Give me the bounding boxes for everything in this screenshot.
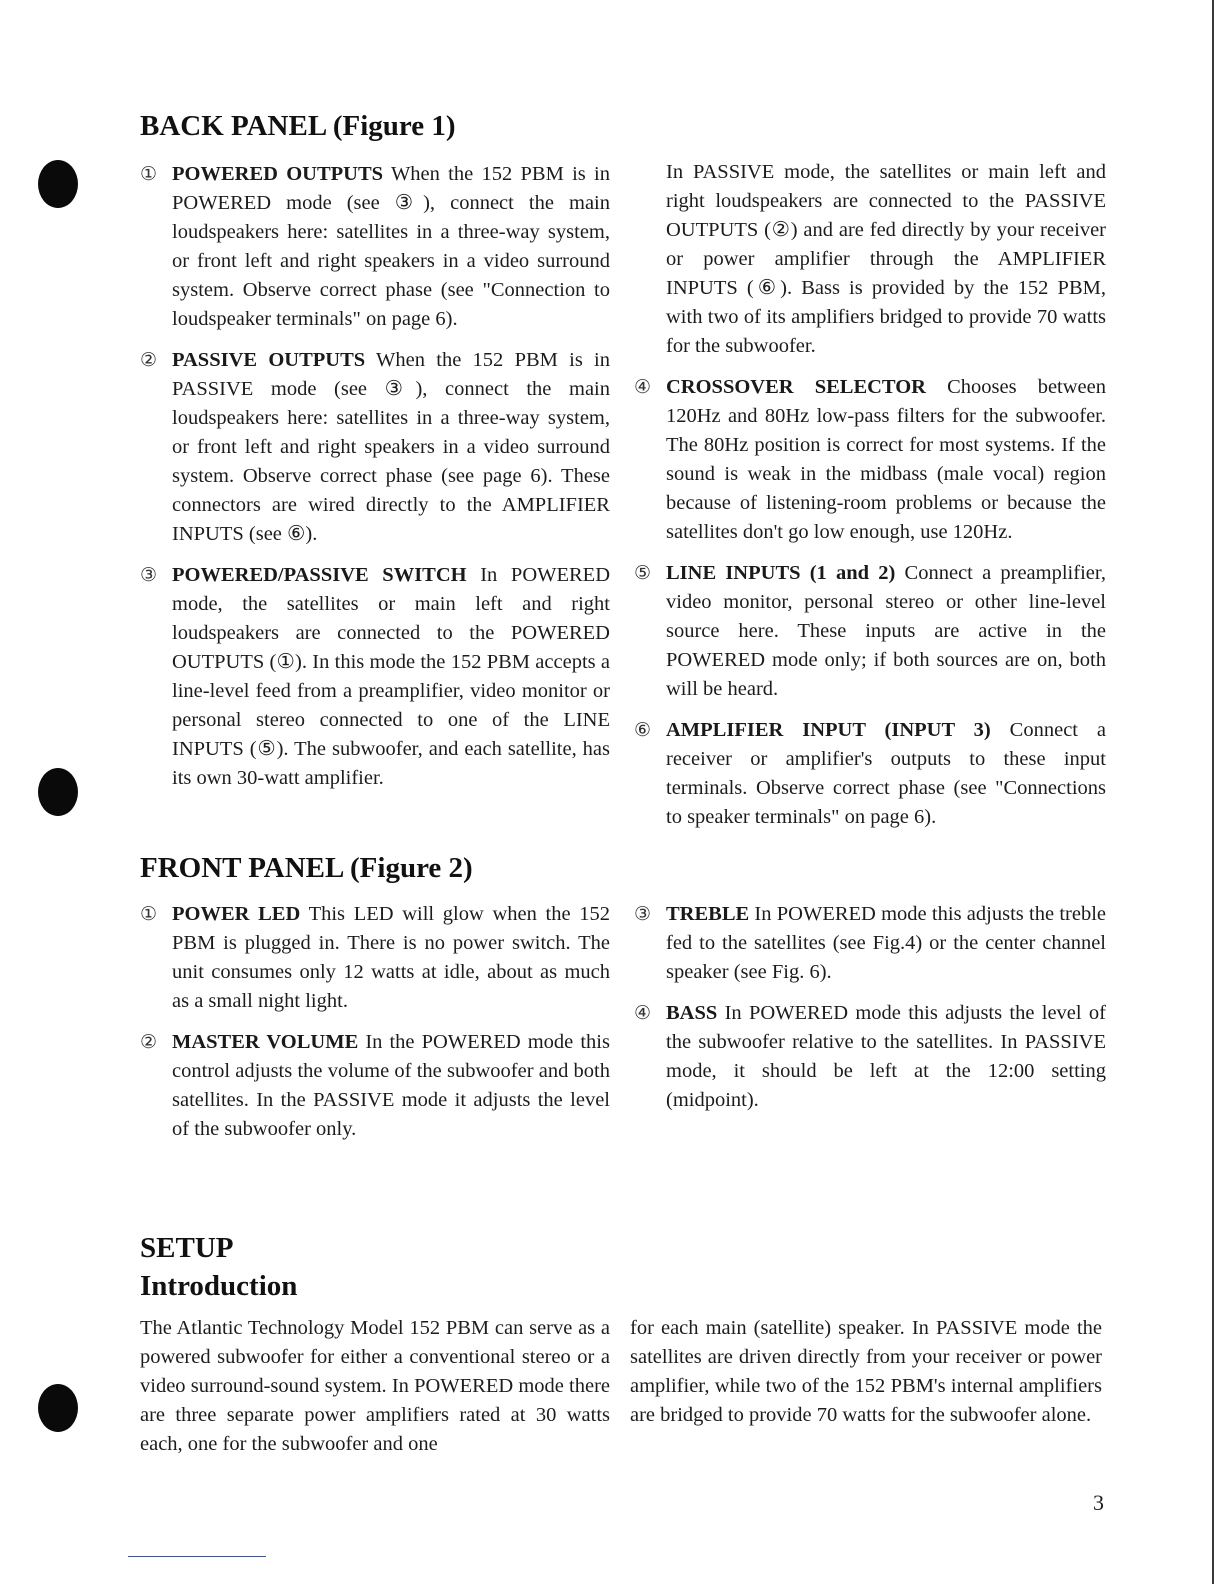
item-text [172,160,610,334]
back-panel-left-column [140,160,610,805]
item-label: TREBLE [666,903,750,925]
item-text [172,1028,610,1144]
item-body: This LED will glow when the 152 PBM is plugged in. There is no power switch. The unit consumes only 12 watts at idle, about as much as a small night light. [172,903,610,1012]
item-body: In POWERED mode this adjusts the level of the subwoofer relative to the satellites. In PASSIVE mode, it should be left at the 12:00 setting (midpoint). [666,1002,1106,1111]
item-text [666,716,1106,832]
item-text [666,900,1106,987]
item-number: ④ [634,1003,652,1024]
front-panel-heading: FRONT PANEL (Figure 2) [140,852,473,884]
item-body: Chooses between 120Hz and 80Hz low-pass filters for the subwoofer. The 80Hz position is correct for most systems. If the sound is weak in the midbass (male vocal) region because of listening-room problems or because the satellites don't go low enough, use 120Hz. [666,376,1106,543]
item-text [172,346,610,549]
item-text [666,559,1106,704]
item-body: In the POWERED mode this control adjusts the volume of the subwoofer and both satellites. In the PASSIVE mode it adjusts the level of the subwoofer only. [172,1031,610,1140]
front-item-master-volume [140,1028,610,1144]
item-body: Connect a receiver or amplifier's outputs to these input terminals. Observe correct phase (see "Connections to speaker terminals" on page 6). [666,719,1106,828]
item-text [172,561,610,793]
item-number: ② [140,1032,158,1053]
back-item-line-inputs [634,559,1106,704]
item-label: PASSIVE OUTPUTS [172,349,366,371]
item-body: Connect a preamplifier, video monitor, personal stereo or other line-level source here. These inputs are active in the POWERED mode only; if both sources are on, both will be heard. [666,562,1106,700]
back-item-powered-outputs [140,160,610,334]
setup-left-column [140,1314,610,1471]
setup-paragraph-right: for each main (satellite) speaker. In PASSIVE mode the satellites are driven directly from your receiver or power amplifier, while two of the 152 PBM's internal amplifiers are bridged to provide 70 watts for the subwoofer alone. [630,1317,1102,1426]
item-body: When the 152 PBM is in PASSIVE mode (see ③), connect the main loudspeakers here: satellites in a three-way system, or front left and right speakers in a video surround system. Observe correct phase (see page 6). These connectors are wired directly to the AMPLIFIER INPUTS (see ⑥). [172,349,611,545]
binder-hole-middle [38,768,78,816]
item-label: MASTER VOLUME [172,1031,359,1053]
item-label: AMPLIFIER INPUT (INPUT 3) [666,719,991,741]
item-number: ① [140,164,158,185]
item-body: In POWERED mode this adjusts the treble fed to the satellites (see Fig.4) or the center channel speaker (see Fig. 6). [666,903,1106,983]
item-number: ⑥ [634,720,652,741]
item-number: ③ [634,904,652,925]
front-item-power-led [140,900,610,1016]
item-number: ② [140,350,158,371]
item-label: BASS [666,1002,718,1024]
item-text [666,999,1106,1115]
item-label: POWERED OUTPUTS [172,163,384,185]
item-number: ① [140,904,158,925]
item-number: ③ [140,565,158,586]
continuation-text: In PASSIVE mode, the satellites or main left and right loudspeakers are connected to the PASSIVE OUTPUTS (②) and are fed directly by your receiver or power amplifier through the AMPLIFIER INPUTS (⑥). Bass is provided by the 152 PBM, with two of its amplifiers bridged to provide 70 watts for the subwoofer. [666,161,1106,357]
back-panel-heading: BACK PANEL (Figure 1) [140,110,456,142]
page-number: 3 [1093,1490,1104,1515]
page-edge [1212,0,1214,1584]
back-item-powered-passive-switch [140,561,610,793]
back-item-crossover-selector [634,373,1106,547]
back-panel-right-column [634,158,1106,844]
item-text [666,373,1106,547]
item-body: In POWERED mode, the satellites or main left and right loudspeakers are connected to the POWERED OUTPUTS (①). In this mode the 152 PBM accepts a line-level feed from a preamplifier, video monitor or personal stereo connected to one of the LINE INPUTS (⑤). The subwoofer, and each satellite, has its own 30-watt amplifier. [172,564,611,789]
item-label: CROSSOVER SELECTOR [666,376,926,398]
item-label: POWER LED [172,903,301,925]
footnote-rule [128,1556,266,1557]
item-label: LINE INPUTS (1 and 2) [666,562,896,584]
back-item-amplifier-input [634,716,1106,832]
item-number: ④ [634,377,652,398]
binder-hole-bottom [38,1384,78,1432]
back-item-passive-outputs [140,346,610,549]
front-item-treble [634,900,1106,987]
introduction-subheading: Introduction [140,1270,298,1302]
item-body: When the 152 PBM is in POWERED mode (see ③), connect the main loudspeakers here: satellites in a three-way system, or front left and right speakers in a video surround system. Observe correct phase (see "Connection to loudspeaker terminals" on page 6). [172,163,610,330]
setup-right-column [630,1314,1102,1442]
item-label: POWERED/PASSIVE SWITCH [172,564,467,586]
setup-paragraph-left: The Atlantic Technology Model 152 PBM can serve as a powered subwoofer for either a conventional stereo or a video surround-sound system. In POWERED mode there are three separate power amplifiers rated at 30 watts each, one for the subwoofer and one [140,1317,610,1455]
front-item-bass [634,999,1106,1115]
front-panel-right-column [634,900,1106,1127]
item-text [172,900,610,1016]
front-panel-left-column [140,900,610,1156]
setup-heading: SETUP [140,1232,234,1264]
back-item-continuation [634,158,1106,361]
item-number: ⑤ [634,563,652,584]
binder-hole-top [38,160,78,208]
